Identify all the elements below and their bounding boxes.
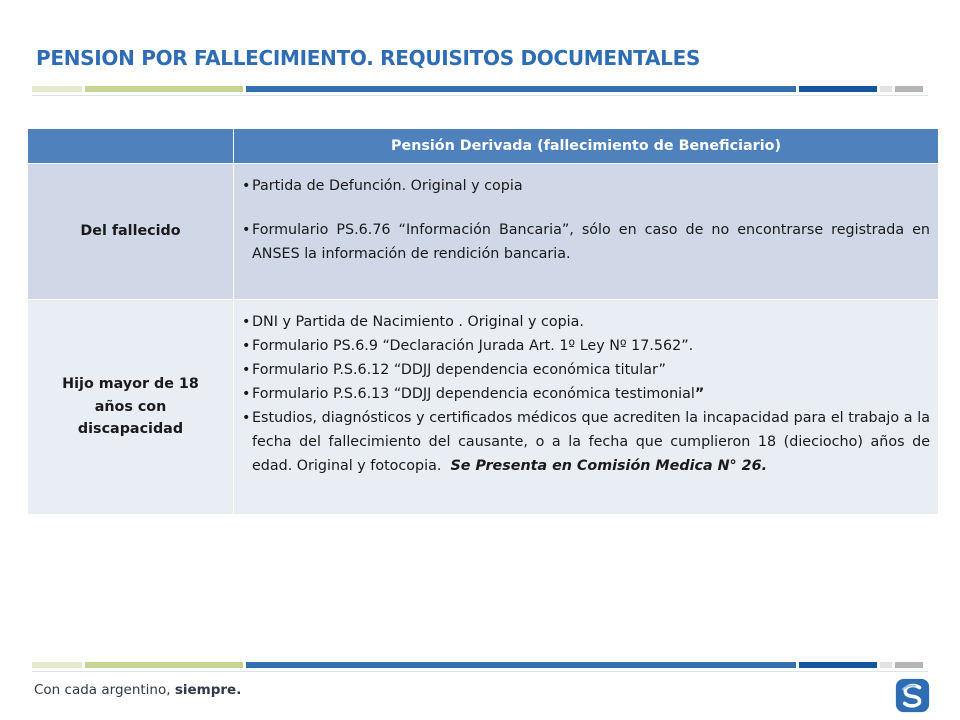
header-color-stripe — [32, 86, 923, 92]
list-item: • Formulario PS.6.9 “Declaración Jurada Art. 1º Ley Nº 17.562”. — [242, 334, 930, 358]
row-content — [234, 164, 939, 300]
tagline-regular: Con cada argentino, — [34, 682, 175, 698]
table-header: Pensión Derivada (fallecimiento de Beneficiario) — [234, 129, 939, 164]
list-item — [242, 382, 930, 406]
footer-color-stripe — [32, 662, 923, 668]
table-row — [28, 300, 939, 515]
footer-tagline — [34, 682, 241, 698]
list-item: • Formulario PS.6.76 “Información Bancaria”, sólo en caso de no encontrarse registrada en ANSES la información de rendición bancaria. — [242, 218, 930, 266]
closing-quote: ” — [694, 386, 705, 402]
requirements-list — [242, 174, 930, 266]
row-label: Del fallecido — [28, 164, 234, 300]
list-item: • Partida de Defunción. Original y copia — [242, 174, 930, 198]
table-header-corner — [28, 129, 234, 164]
header-divider — [32, 95, 928, 96]
row-content — [234, 300, 939, 515]
submission-note: Se Presenta en Comisión Medica N° 26. — [450, 458, 768, 474]
list-item: • Formulario P.S.6.12 “DDJJ dependencia económica titular” — [242, 358, 930, 382]
requirements-list — [242, 310, 930, 478]
list-item-text: Formulario P.S.6.13 “DDJJ dependencia económica testimonial — [252, 386, 695, 402]
footer-divider — [32, 671, 928, 672]
tagline-bold: siempre. — [174, 682, 242, 698]
page-title: PENSION POR FALLECIMIENTO. REQUISITOS DOCUMENTALES — [36, 46, 701, 70]
requirements-table — [27, 128, 939, 515]
table-row — [28, 164, 939, 300]
table-header-row — [28, 129, 939, 164]
list-item — [242, 406, 930, 478]
list-item-text: Estudios, diagnósticos y certificados médicos que acrediten la incapacidad para el trabajo a la fecha del fallecimiento del causante, o a la fecha que cumplieron 18 (dieciocho) años de edad. Original y fotocopia. — [252, 410, 930, 474]
anses-logo-icon — [895, 678, 930, 713]
list-item: • DNI y Partida de Nacimiento . Original y copia. — [242, 310, 930, 334]
row-label: Hijo mayor de 18 años con discapacidad — [28, 300, 234, 515]
